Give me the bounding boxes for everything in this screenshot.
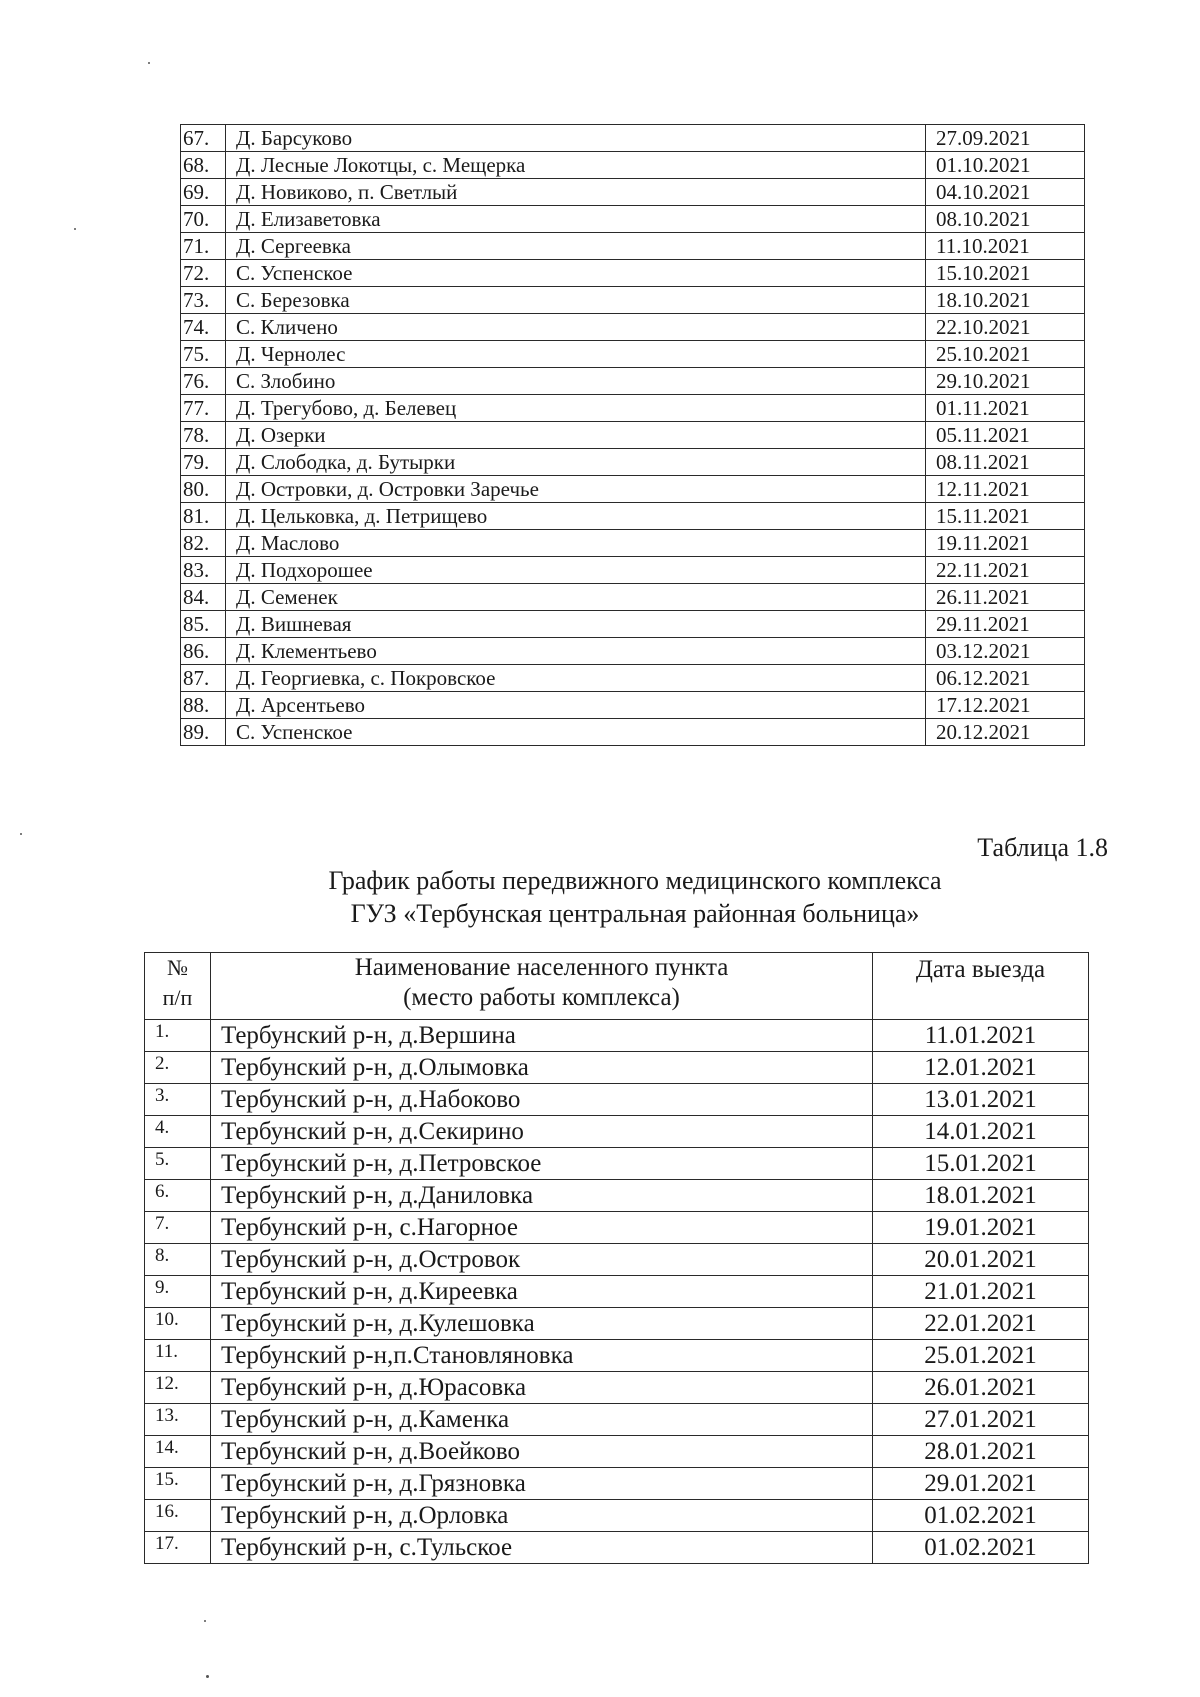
visit-date: 01.11.2021: [926, 395, 1085, 422]
table-row: [181, 584, 1085, 611]
table-row: [145, 1372, 1089, 1404]
table-row: [145, 1084, 1089, 1116]
header-place-line-2: (место работы комплекса): [403, 984, 680, 1011]
visit-date: 19.11.2021: [926, 530, 1085, 557]
schedule-table: [144, 952, 1089, 1564]
place-name: Д. Слободка, д. Бутырки: [226, 449, 926, 476]
row-number: 74.: [181, 314, 226, 341]
visit-date: 26.11.2021: [926, 584, 1085, 611]
place-name: Тербунский р-н, д.Юрасовка: [211, 1372, 873, 1404]
schedule-table-body: [145, 1020, 1089, 1564]
scan-speck: [148, 62, 150, 64]
place-name: Тербунский р-н, д.Вершина: [211, 1020, 873, 1052]
table-row: [181, 557, 1085, 584]
visit-date: 27.09.2021: [926, 125, 1085, 152]
visit-date: 25.01.2021: [873, 1340, 1089, 1372]
place-name: Тербунский р-н,п.Становляновка: [211, 1340, 873, 1372]
place-name: Д. Вишневая: [226, 611, 926, 638]
table-row: [181, 449, 1085, 476]
visit-date: 08.10.2021: [926, 206, 1085, 233]
visit-date: 18.10.2021: [926, 287, 1085, 314]
visit-date: 29.10.2021: [926, 368, 1085, 395]
visit-date: 22.01.2021: [873, 1308, 1089, 1340]
row-number: 2.: [145, 1052, 211, 1084]
row-number: 3.: [145, 1084, 211, 1116]
place-name: Д. Арсентьево: [226, 692, 926, 719]
row-number: 76.: [181, 368, 226, 395]
place-name: Д. Трегубово, д. Белевец: [226, 395, 926, 422]
place-name: Д. Клементьево: [226, 638, 926, 665]
row-number: 82.: [181, 530, 226, 557]
table-row: [145, 1052, 1089, 1084]
place-name: Д. Сергеевка: [226, 233, 926, 260]
table-row: [181, 692, 1085, 719]
place-name: Тербунский р-н, с.Тульское: [211, 1532, 873, 1564]
table-row: [145, 1212, 1089, 1244]
visit-date: 12.01.2021: [873, 1052, 1089, 1084]
visit-date: 01.02.2021: [873, 1532, 1089, 1564]
visit-date: 28.01.2021: [873, 1436, 1089, 1468]
visit-date: 22.10.2021: [926, 314, 1085, 341]
place-name: Тербунский р-н, д.Воейково: [211, 1436, 873, 1468]
table-row: [181, 233, 1085, 260]
visit-date: 29.01.2021: [873, 1468, 1089, 1500]
header-place-line-1: Наименование населенного пункта: [354, 954, 729, 981]
visit-date: 11.10.2021: [926, 233, 1085, 260]
table-row: [145, 1500, 1089, 1532]
visit-date: 04.10.2021: [926, 179, 1085, 206]
place-name: Тербунский р-н, д.Олымовка: [211, 1052, 873, 1084]
row-number: 73.: [181, 287, 226, 314]
visit-date: 22.11.2021: [926, 557, 1085, 584]
visit-date: 14.01.2021: [873, 1116, 1089, 1148]
place-name: С. Успенское: [226, 260, 926, 287]
row-number: 69.: [181, 179, 226, 206]
table-row: [181, 287, 1085, 314]
place-name: Тербунский р-н, д.Даниловка: [211, 1180, 873, 1212]
row-number: 13.: [145, 1404, 211, 1436]
table-row: [181, 530, 1085, 557]
table-row: [145, 1404, 1089, 1436]
place-name: Д. Елизаветовка: [226, 206, 926, 233]
row-number: 81.: [181, 503, 226, 530]
continuation-table-body: [181, 125, 1085, 746]
table-row: [181, 422, 1085, 449]
row-number: 67.: [181, 125, 226, 152]
table-row: [145, 1308, 1089, 1340]
row-number: 16.: [145, 1500, 211, 1532]
table-heading-line-1: График работы передвижного медицинского комплекса: [328, 866, 942, 895]
place-name: Тербунский р-н, д.Каменка: [211, 1404, 873, 1436]
visit-date: 20.12.2021: [926, 719, 1085, 746]
place-name: Д. Цельковка, д. Петрищево: [226, 503, 926, 530]
header-date: Дата выезда: [873, 953, 1089, 1020]
row-number: 85.: [181, 611, 226, 638]
row-number: 15.: [145, 1468, 211, 1500]
row-number: 5.: [145, 1148, 211, 1180]
table-row: [145, 1020, 1089, 1052]
row-number: 80.: [181, 476, 226, 503]
table-row: [181, 314, 1085, 341]
table-row: [181, 206, 1085, 233]
row-number: 86.: [181, 638, 226, 665]
table-heading-line-2: ГУЗ «Тербунская центральная районная больница»: [350, 899, 920, 928]
table-row: [181, 125, 1085, 152]
table-row: [181, 503, 1085, 530]
visit-date: 15.01.2021: [873, 1148, 1089, 1180]
row-number: 8.: [145, 1244, 211, 1276]
row-number: 10.: [145, 1308, 211, 1340]
visit-date: 01.10.2021: [926, 152, 1085, 179]
row-number: 12.: [145, 1372, 211, 1404]
place-name: Д. Лесные Локотцы, с. Мещерка: [226, 152, 926, 179]
table-row: [181, 638, 1085, 665]
scan-speck: [20, 833, 22, 835]
place-name: С. Березовка: [226, 287, 926, 314]
row-number: 6.: [145, 1180, 211, 1212]
place-name: Д. Семенек: [226, 584, 926, 611]
row-number: 77.: [181, 395, 226, 422]
table-row: [145, 1244, 1089, 1276]
row-number: 14.: [145, 1436, 211, 1468]
table-row: [181, 476, 1085, 503]
header-row: [145, 953, 1089, 1020]
row-number: 1.: [145, 1020, 211, 1052]
row-number: 78.: [181, 422, 226, 449]
place-name: Тербунский р-н, д.Грязновка: [211, 1468, 873, 1500]
scan-speck: [74, 228, 76, 230]
place-name: Тербунский р-н, д.Петровское: [211, 1148, 873, 1180]
visit-date: 29.11.2021: [926, 611, 1085, 638]
row-number: 83.: [181, 557, 226, 584]
header-number-line-2: п/п: [162, 985, 193, 1010]
table-row: [181, 260, 1085, 287]
place-name: С. Злобино: [226, 368, 926, 395]
visit-date: 01.02.2021: [873, 1500, 1089, 1532]
place-name: Тербунский р-н, д.Кулешовка: [211, 1308, 873, 1340]
row-number: 72.: [181, 260, 226, 287]
table-row: [145, 1468, 1089, 1500]
row-number: 84.: [181, 584, 226, 611]
row-number: 17.: [145, 1532, 211, 1564]
visit-date: 26.01.2021: [873, 1372, 1089, 1404]
table-row: [181, 152, 1085, 179]
place-name: Тербунский р-н, д.Островок: [211, 1244, 873, 1276]
place-name: Тербунский р-н, д.Киреевка: [211, 1276, 873, 1308]
visit-date: 06.12.2021: [926, 665, 1085, 692]
row-number: 70.: [181, 206, 226, 233]
visit-date: 17.12.2021: [926, 692, 1085, 719]
header-number: [145, 953, 211, 1020]
table-row: [181, 611, 1085, 638]
table-row: [145, 1436, 1089, 1468]
place-name: Д. Подхорошее: [226, 557, 926, 584]
visit-date: 21.01.2021: [873, 1276, 1089, 1308]
table-row: [145, 1340, 1089, 1372]
row-number: 68.: [181, 152, 226, 179]
place-name: С. Кличено: [226, 314, 926, 341]
continuation-table: [180, 124, 1085, 746]
visit-date: 11.01.2021: [873, 1020, 1089, 1052]
row-number: 4.: [145, 1116, 211, 1148]
table-row: [181, 179, 1085, 206]
row-number: 88.: [181, 692, 226, 719]
visit-date: 25.10.2021: [926, 341, 1085, 368]
place-name: Тербунский р-н, с.Нагорное: [211, 1212, 873, 1244]
row-number: 87.: [181, 665, 226, 692]
scan-speck: [206, 1675, 209, 1678]
table-row: [181, 719, 1085, 746]
place-name: Д. Островки, д. Островки Заречье: [226, 476, 926, 503]
table-row: [181, 665, 1085, 692]
place-name: Д. Новиково, п. Светлый: [226, 179, 926, 206]
place-name: Д. Барсуково: [226, 125, 926, 152]
visit-date: 18.01.2021: [873, 1180, 1089, 1212]
row-number: 71.: [181, 233, 226, 260]
visit-date: 12.11.2021: [926, 476, 1085, 503]
visit-date: 13.01.2021: [873, 1084, 1089, 1116]
header-number-line-1: №: [167, 955, 188, 980]
table-row: [181, 341, 1085, 368]
table-row: [145, 1532, 1089, 1564]
place-name: Д. Маслово: [226, 530, 926, 557]
place-name: Тербунский р-н, д.Секирино: [211, 1116, 873, 1148]
table-row: [145, 1148, 1089, 1180]
visit-date: 03.12.2021: [926, 638, 1085, 665]
row-number: 11.: [145, 1340, 211, 1372]
row-number: 9.: [145, 1276, 211, 1308]
table-row: [145, 1180, 1089, 1212]
table-row: [181, 395, 1085, 422]
row-number: 7.: [145, 1212, 211, 1244]
visit-date: 05.11.2021: [926, 422, 1085, 449]
row-number: 89.: [181, 719, 226, 746]
visit-date: 20.01.2021: [873, 1244, 1089, 1276]
table-row: [145, 1116, 1089, 1148]
visit-date: 15.11.2021: [926, 503, 1085, 530]
place-name: Д. Чернолес: [226, 341, 926, 368]
place-name: С. Успенское: [226, 719, 926, 746]
header-place: [211, 953, 873, 1020]
scan-speck: [204, 1620, 206, 1622]
place-name: Тербунский р-н, д.Орловка: [211, 1500, 873, 1532]
visit-date: 19.01.2021: [873, 1212, 1089, 1244]
visit-date: 15.10.2021: [926, 260, 1085, 287]
place-name: Тербунский р-н, д.Набоково: [211, 1084, 873, 1116]
table-caption: Таблица 1.8: [977, 833, 1108, 862]
place-name: Д. Озерки: [226, 422, 926, 449]
schedule-table-header: [145, 953, 1089, 1020]
row-number: 75.: [181, 341, 226, 368]
visit-date: 08.11.2021: [926, 449, 1085, 476]
table-row: [145, 1276, 1089, 1308]
table-row: [181, 368, 1085, 395]
visit-date: 27.01.2021: [873, 1404, 1089, 1436]
row-number: 79.: [181, 449, 226, 476]
place-name: Д. Георгиевка, с. Покровское: [226, 665, 926, 692]
